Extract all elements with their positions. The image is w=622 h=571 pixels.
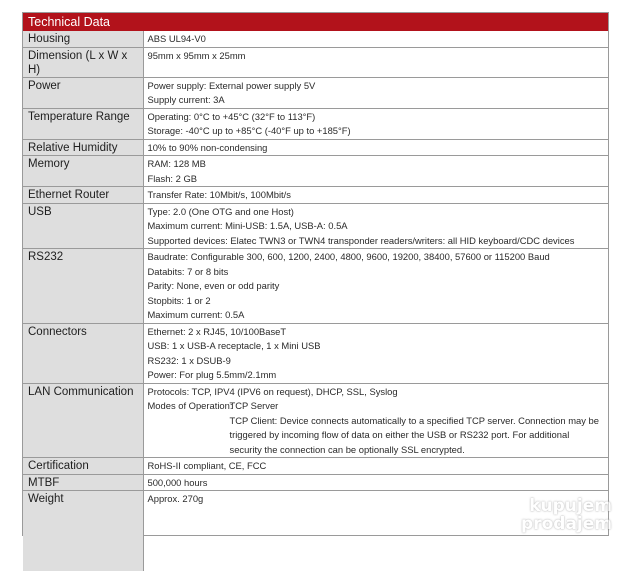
spec-table [23,31,608,571]
row-label-ethernet-router: Ethernet Router [23,187,143,204]
mode-tcp-client: TCP Client: Device connects automatically to a specified TCP server. Connection may be triggered by incoming flow of data on either the USB or RS232 port. For additional security the connection can be optionally SSL encrypted. [229,414,599,455]
value-line: 95mm x 95mm x 25mm [147,49,246,61]
value-line: Supported devices: Elatec TWN3 or TWN4 transponder readers/writers: all HID keyboard/CDC devices [147,234,575,246]
value-line: Ethernet: 2 x RJ45, 10/100BaseT [147,325,287,337]
value-line: Protocols: TCP, IPV4 (IPV6 on request), DHCP, SSL, Syslog [147,385,398,397]
row-label-lan-communication: LAN Communication [23,383,143,458]
value-line: RoHS-II compliant, CE, FCC [147,460,267,471]
watermark-line-2: prodajem [521,514,612,534]
table-row [23,139,608,156]
value-line: Approx. 270g [147,493,204,504]
value-line: 500,000 hours [147,476,208,488]
table-row [23,383,608,458]
row-label-dimension: Dimension (L x W x H) [23,47,143,77]
value-line: Flash: 2 GB [147,172,197,184]
row-label-weight: Weight [23,491,143,571]
value-line: Databits: 7 or 8 bits [147,265,229,277]
value-line: Parity: None, even or odd parity [147,280,280,291]
row-value-connectors [143,323,608,383]
row-label-power: Power [23,77,143,108]
value-line: Power: For plug 5.5mm/2.1mm [147,369,277,380]
table-row [23,187,608,204]
row-label-memory: Memory [23,156,143,187]
table-title: Technical Data [23,13,608,31]
value-line: Power supply: External power supply 5V [147,79,316,91]
value-line: 10% to 90% non-condensing [147,141,268,153]
table-row [23,458,608,475]
watermark-line-1: kupujem [529,496,612,516]
mode-tcp-server: TCP Server [229,400,279,411]
value-line: RS232: 1 x DSUB-9 [147,354,231,366]
row-value-memory [143,156,608,187]
row-value-ethernet-router [143,187,608,204]
row-value-temperature [143,108,608,139]
row-value-mtbf [143,474,608,491]
row-label-usb: USB [23,203,143,249]
value-line: USB: 1 x USB-A receptacle, 1 x Mini USB [147,340,321,351]
technical-data-table [22,12,609,536]
value-line: Stopbits: 1 or 2 [147,294,211,306]
table-row [23,203,608,249]
row-value-housing [143,31,608,47]
value-line: ABS UL94-V0 [147,33,206,44]
value-line: RAM: 128 MB [147,158,206,169]
modes-label: Modes of Operation: [147,400,233,411]
row-label-housing: Housing [23,31,143,47]
row-value-rs232 [143,249,608,324]
table-row [23,156,608,187]
value-line: Type: 2.0 (One OTG and one Host) [147,205,294,217]
row-value-power [143,77,608,108]
value-line: Maximum current: Mini-USB: 1.5A, USB-A: 0.5A [147,220,348,231]
row-label-mtbf: MTBF [23,474,143,491]
value-line: Maximum current: 0.5A [147,309,245,320]
table-row [23,77,608,108]
row-value-dimension [143,47,608,77]
modes-of-operation [148,399,605,414]
value-line: Supply current: 3A [147,94,225,105]
table-row [23,474,608,491]
row-value-lan-communication [143,383,608,458]
table-row [23,249,608,324]
value-line: Baudrate: Configurable 300, 600, 1200, 2400, 4800, 9600, 19200, 38400, 57600 or 115200 Baud [147,251,550,262]
row-label-certification: Certification [23,458,143,475]
value-line: Transfer Rate: 10Mbit/s, 100Mbit/s [147,189,291,200]
table-row [23,323,608,383]
row-label-connectors: Connectors [23,323,143,383]
table-row [23,31,608,47]
row-value-usb [143,203,608,249]
value-line: Storage: -40°C up to +85°C (-40°F up to +185°F) [147,125,351,136]
row-label-temperature: Temperature Range [23,108,143,139]
table-row [23,108,608,139]
row-label-rs232: RS232 [23,249,143,324]
watermark-logo [514,497,612,541]
row-value-certification [143,458,608,475]
table-row [23,47,608,77]
value-line: Operating: 0°C to +45°C (32°F to 113°F) [147,110,316,122]
row-value-humidity [143,139,608,156]
row-label-humidity: Relative Humidity [23,139,143,156]
